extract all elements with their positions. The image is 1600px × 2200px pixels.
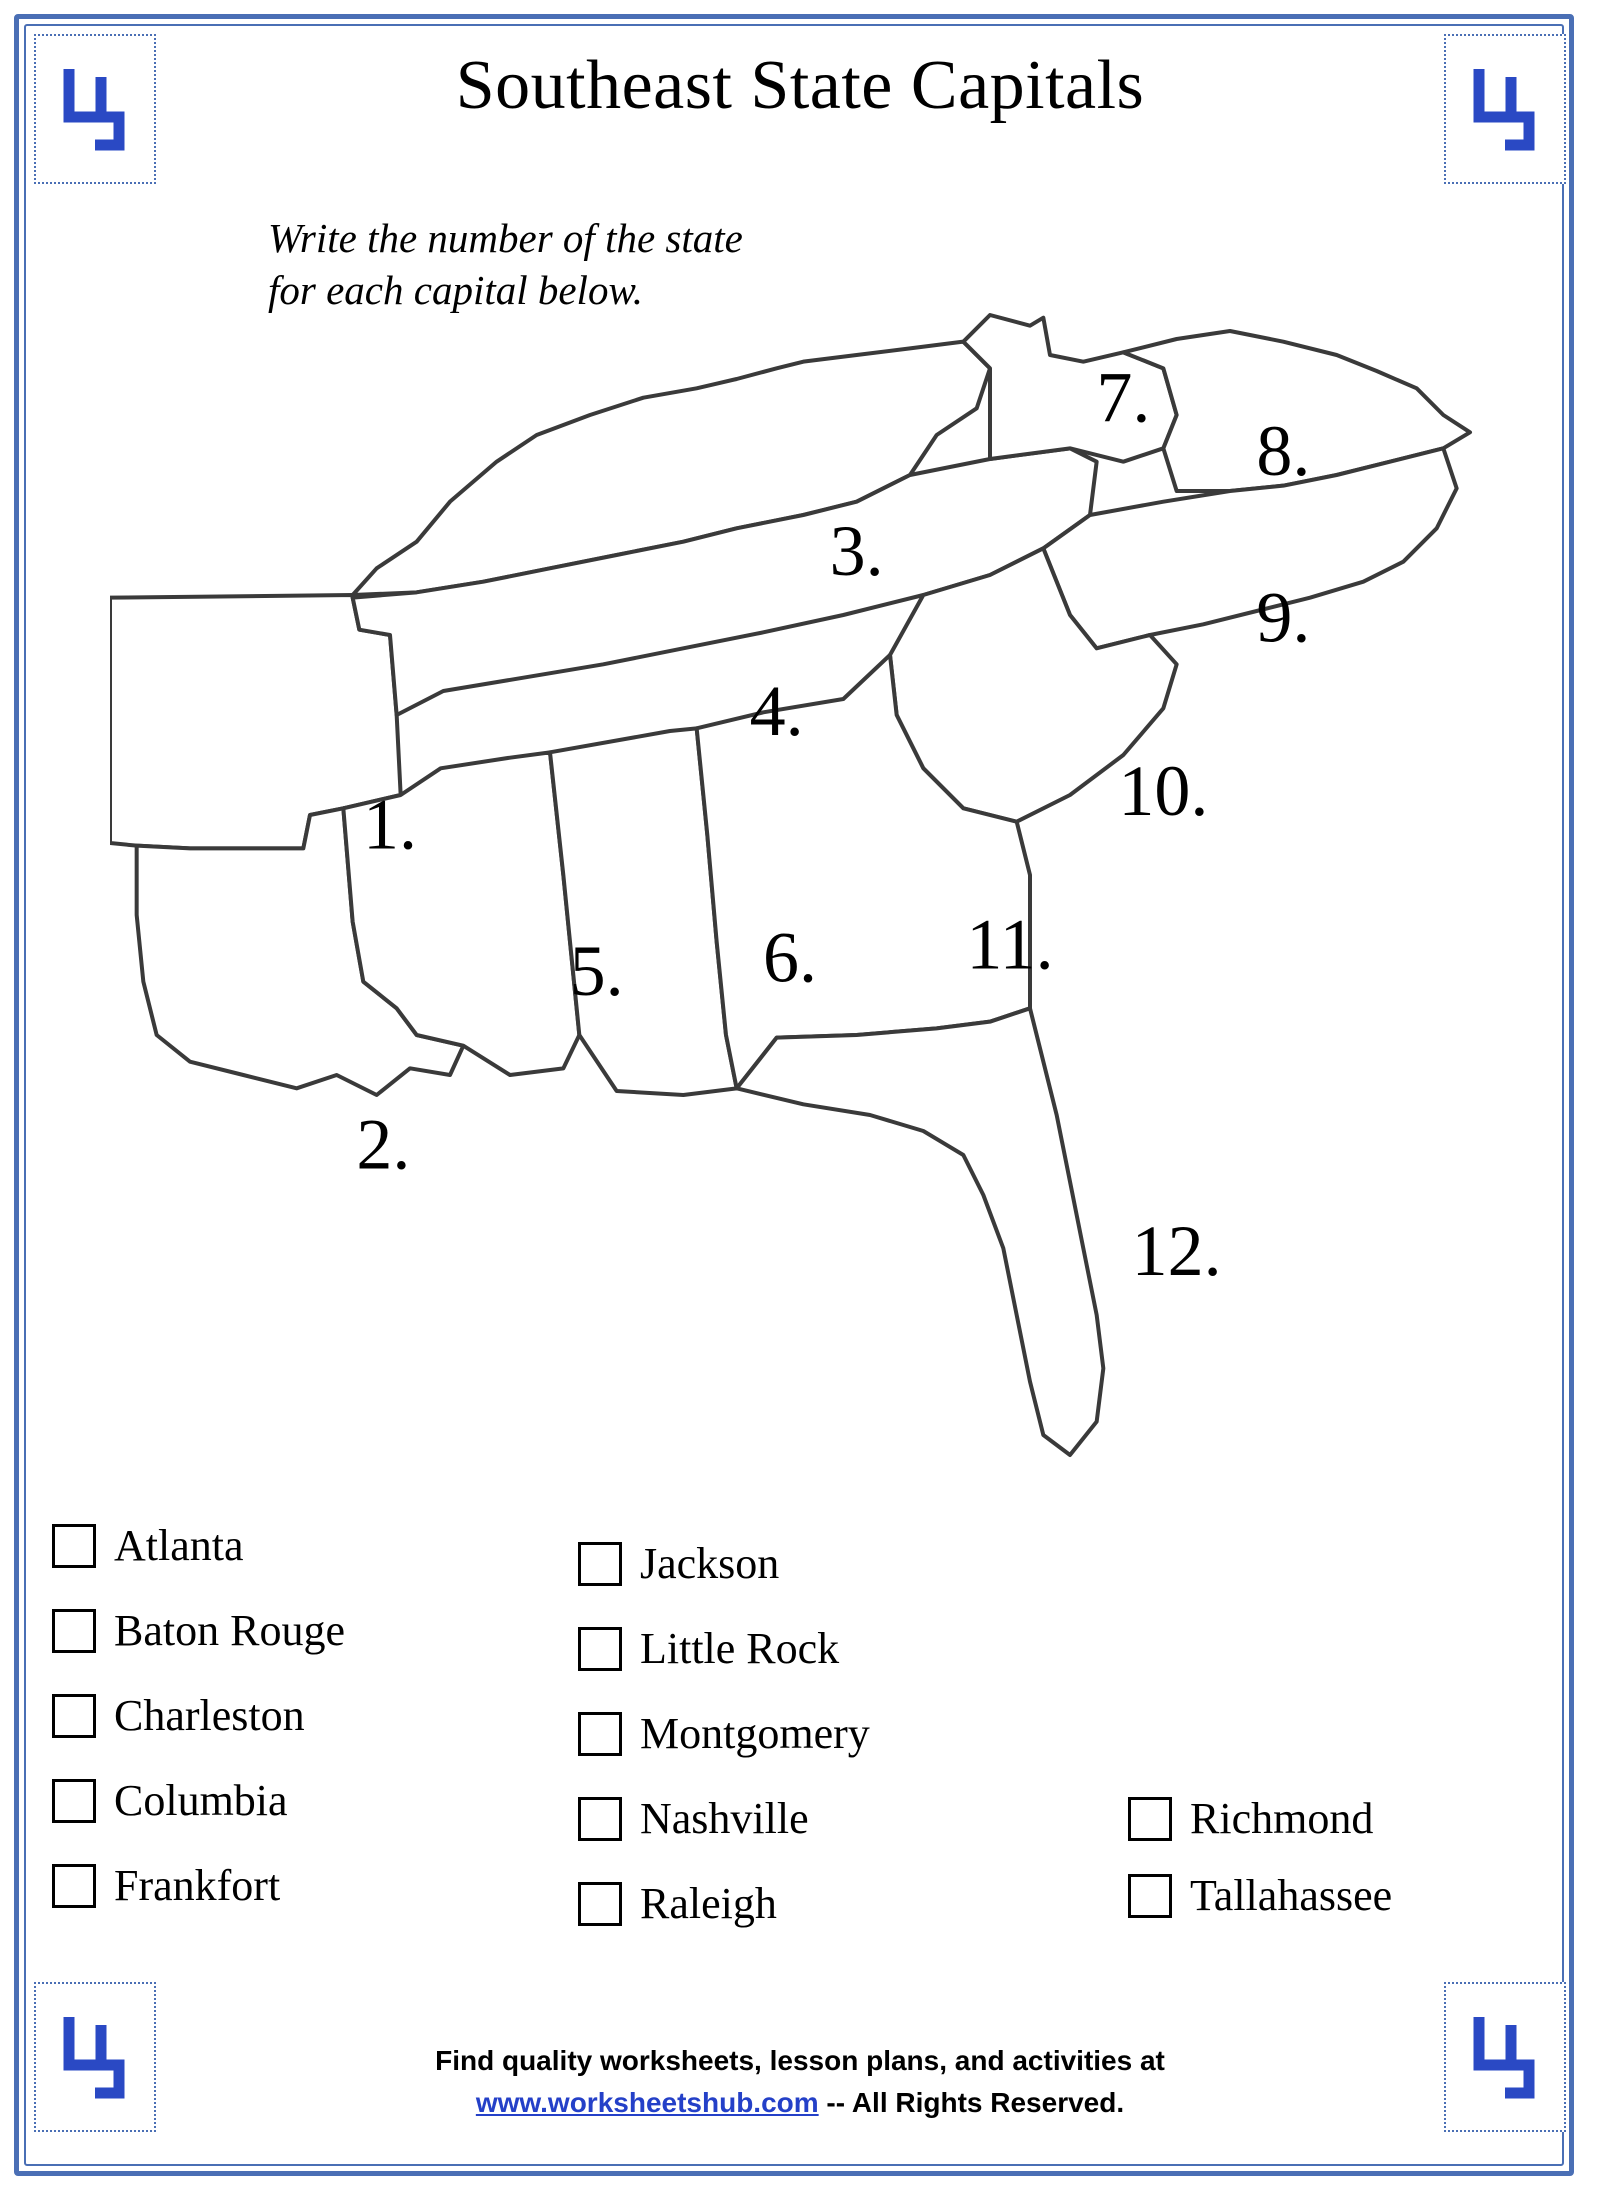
- checklist-item-raleigh[interactable]: [578, 1878, 777, 1929]
- checklist-label: Baton Rouge: [114, 1606, 345, 1655]
- map-number-5: 5.: [569, 931, 624, 1011]
- checklist-item-charleston[interactable]: [52, 1690, 305, 1741]
- checklist-item-jackson[interactable]: [578, 1538, 779, 1589]
- checklist-item-columbia[interactable]: [52, 1775, 288, 1826]
- footer-url-link[interactable]: www.worksheetshub.com: [475, 2087, 819, 2118]
- footer: [170, 2040, 1430, 2124]
- checklist-item-tallahassee[interactable]: [1128, 1870, 1392, 1921]
- capitals-checklist: [0, 1500, 1600, 1928]
- map-number-7: 7.: [1096, 357, 1151, 438]
- page-title: Southeast State Capitals: [455, 47, 1145, 124]
- logo-corner-top-right: [1444, 34, 1566, 184]
- checklist-label: Tallahassee: [1190, 1871, 1393, 1920]
- checkbox-frankfort[interactable]: [52, 1864, 96, 1908]
- checkbox-jackson[interactable]: [578, 1542, 622, 1586]
- instructions-line-1: Write the number of the state: [268, 215, 743, 261]
- logo-corner-top-left: [34, 34, 156, 184]
- map-number-8: 8.: [1256, 411, 1311, 491]
- checkbox-little-rock[interactable]: [578, 1627, 622, 1671]
- checkbox-montgomery[interactable]: [578, 1712, 622, 1756]
- checklist-item-atlanta[interactable]: [52, 1520, 244, 1571]
- map-number-12: 12.: [1131, 1211, 1222, 1291]
- map-number-11: 11.: [966, 904, 1054, 985]
- checklist-item-baton-rouge[interactable]: [52, 1605, 345, 1656]
- checkbox-richmond[interactable]: [1128, 1797, 1172, 1841]
- checklist-label: Atlanta: [114, 1521, 244, 1570]
- southeast-states-map: [110, 290, 1510, 1540]
- checklist-label: Columbia: [114, 1776, 288, 1825]
- checkbox-charleston[interactable]: [52, 1694, 96, 1738]
- checkbox-baton-rouge[interactable]: [52, 1609, 96, 1653]
- checklist-item-montgomery[interactable]: [578, 1708, 870, 1759]
- map-number-1: 1.: [363, 784, 417, 865]
- checkbox-tallahassee[interactable]: [1128, 1874, 1172, 1918]
- checklist-label: Nashville: [640, 1794, 809, 1843]
- worksheets-hub-logo-icon: [55, 59, 135, 159]
- checklist-label: Jackson: [640, 1539, 780, 1588]
- checkbox-nashville[interactable]: [578, 1797, 622, 1841]
- map-number-9: 9.: [1256, 577, 1311, 658]
- checklist-label: Richmond: [1190, 1794, 1374, 1843]
- worksheets-hub-logo-icon: [55, 2007, 135, 2107]
- checklist-label: Little Rock: [640, 1624, 840, 1673]
- checklist-item-nashville[interactable]: [578, 1793, 809, 1844]
- worksheets-hub-logo-icon: [1465, 2007, 1545, 2107]
- checklist-label: Montgomery: [640, 1709, 870, 1758]
- map-number-3: 3.: [829, 511, 884, 591]
- footer-rights: -- All Rights Reserved.: [818, 2087, 1125, 2118]
- checklist-item-little-rock[interactable]: [578, 1623, 839, 1674]
- checkbox-columbia[interactable]: [52, 1779, 96, 1823]
- map-number-10: 10.: [1118, 751, 1209, 831]
- checkbox-atlanta[interactable]: [52, 1524, 96, 1568]
- checklist-item-richmond[interactable]: [1128, 1793, 1373, 1844]
- map-number-2: 2.: [356, 1104, 411, 1185]
- logo-corner-bottom-right: [1444, 1982, 1566, 2132]
- map-svg: [110, 290, 1510, 1540]
- state-shape-florida: [737, 1008, 1104, 1455]
- checkbox-raleigh[interactable]: [578, 1882, 622, 1926]
- checklist-label: Charleston: [114, 1691, 305, 1740]
- instructions-line-2: for each capital below.: [268, 267, 644, 314]
- map-number-6: 6.: [763, 917, 817, 998]
- worksheets-hub-logo-icon: [1465, 59, 1545, 159]
- checklist-item-frankfort[interactable]: [52, 1860, 280, 1911]
- footer-line-1: Find quality worksheets, lesson plans, and activities at: [435, 2045, 1165, 2076]
- logo-corner-bottom-left: [34, 1982, 156, 2132]
- checklist-label: Frankfort: [114, 1861, 281, 1910]
- footer-line-2: [170, 2082, 1430, 2124]
- map-number-4: 4.: [749, 671, 804, 751]
- checklist-label: Raleigh: [640, 1879, 777, 1928]
